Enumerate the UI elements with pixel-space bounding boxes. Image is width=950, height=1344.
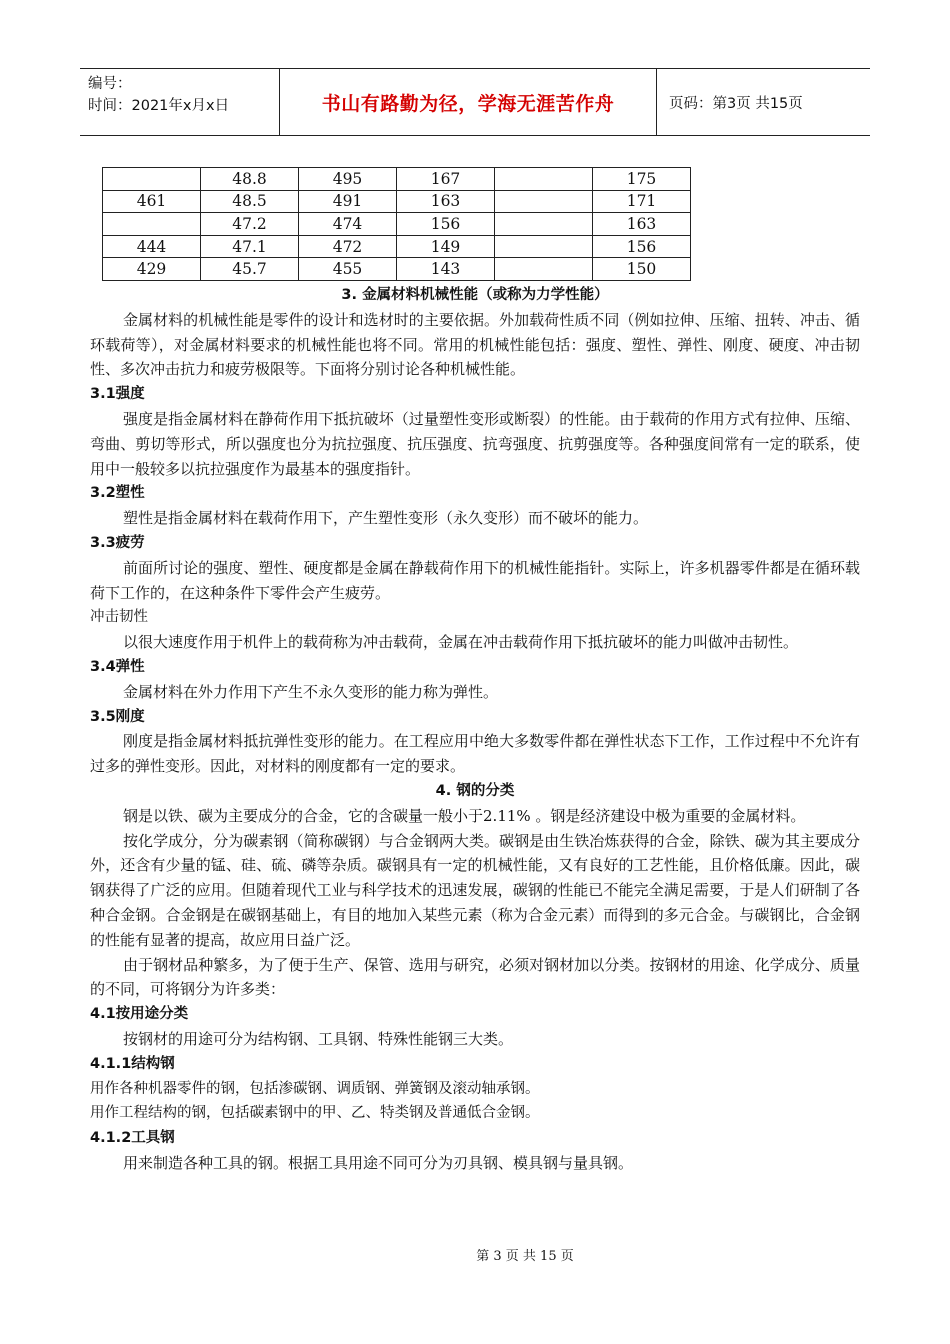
table-row (103, 190, 691, 213)
table-cell (103, 168, 201, 191)
document-body (90, 283, 860, 1176)
table-row (103, 213, 691, 236)
section-4-1-2-paragraph: 用来制造各种工具的钢。根据工具用途不同可分为刃具钢、模具钢与量具钢。 (123, 1153, 634, 1172)
table-cell: 163 (397, 190, 495, 213)
impact-toughness-heading: 冲击韧性 (90, 609, 148, 626)
table-cell: 163 (593, 213, 691, 236)
section-3-5-heading: 3.5刚度 (90, 708, 145, 725)
table-cell: 48.8 (201, 168, 299, 191)
table-row (103, 168, 691, 191)
table-cell: 150 (593, 258, 691, 281)
header-page-label: 页码：第3页 共15页 (669, 95, 803, 112)
section-3-1-paragraph: 强度是指金属材料在静荷作用下抵抗破坏（过量塑性变形或断裂）的性能。由于载荷的作用方式有拉伸、压缩、弯曲、剪切等形式，所以强度也分为抗拉强度、抗压强度、抗弯强度、抗剪强度等。各种强度间常有一定的联系，使用中一般较多以抗拉强度作为最基本的强度指针。 (90, 409, 860, 478)
section-3-heading: 3. 金属材料机械性能（或称为力学性能） (341, 287, 609, 303)
section-4-1-1-heading: 4.1.1结构钢 (90, 1055, 175, 1072)
doc-number-label: 编号： (88, 76, 132, 92)
page-header (80, 68, 870, 136)
section-3-2-paragraph: 塑性是指金属材料在载荷作用下，产生塑性变形（永久变形）而不破坏的能力。 (123, 509, 649, 528)
table-cell: 143 (397, 258, 495, 281)
header-info (80, 69, 280, 135)
table-cell: 47.1 (201, 235, 299, 258)
table-cell (495, 168, 593, 191)
table-cell: 149 (397, 235, 495, 258)
table-cell: 167 (397, 168, 495, 191)
section-4-paragraph-1: 钢是以铁、碳为主要成分的合金，它的含碳量一般小于2.11% 。钢是经济建设中极为重要的金属材料。 (123, 806, 806, 825)
table-cell: 491 (299, 190, 397, 213)
section-4-1-2-heading: 4.1.2工具钢 (90, 1130, 175, 1147)
section-4-1-heading: 4.1按用途分类 (90, 1006, 189, 1023)
table-cell (495, 190, 593, 213)
table-cell: 48.5 (201, 190, 299, 213)
page-footer: 第 3 页 共 15 页 (476, 1249, 574, 1264)
table-cell: 156 (593, 235, 691, 258)
section-3-2-heading: 3.2塑性 (90, 485, 145, 502)
table-cell: 156 (397, 213, 495, 236)
table-cell (103, 213, 201, 236)
section-4-1-1-line-1: 用作各种机器零件的钢，包括渗碳钢、调质钢、弹簧钢及滚动轴承钢。 (90, 1080, 540, 1097)
table-cell: 171 (593, 190, 691, 213)
section-4-1-1-line-2: 用作工程结构的钢，包括碳素钢中的甲、乙、特类钢及普通低合金钢。 (90, 1105, 540, 1122)
impact-toughness-paragraph: 以很大速度作用于机件上的载荷称为冲击载荷，金属在冲击载荷作用下抵抗破坏的能力叫做冲击韧性。 (123, 633, 799, 652)
section-3-paragraph: 金属材料的机械性能是零件的设计和选材时的主要依据。外加载荷性质不同（例如拉伸、压缩、扭转、冲击、循环载荷等），对金属材料要求的机械性能也将不同。常用的机械性能包括：强度、塑性、弹性、刚度、硬度、冲击韧性、多次冲击抗力和疲劳极限等。下面将分别讨论各种机械性能。 (90, 310, 860, 379)
table-cell: 444 (103, 235, 201, 258)
date-label: 时间：2021年x月x日 (88, 98, 230, 114)
table-cell: 175 (593, 168, 691, 191)
table-cell: 45.7 (201, 258, 299, 281)
table-cell (495, 213, 593, 236)
table-cell (495, 258, 593, 281)
table-cell: 429 (103, 258, 201, 281)
section-3-3-heading: 3.3疲劳 (90, 534, 145, 551)
table-row (103, 258, 691, 281)
table-cell: 455 (299, 258, 397, 281)
section-4-heading: 4. 钢的分类 (435, 782, 515, 799)
section-3-4-heading: 3.4弹性 (90, 658, 145, 675)
section-4-1-paragraph: 按钢材的用途可分为结构钢、工具钢、特殊性能钢三大类。 (123, 1029, 514, 1048)
table-cell: 474 (299, 213, 397, 236)
table-cell: 472 (299, 235, 397, 258)
table-cell: 461 (103, 190, 201, 213)
section-3-4-paragraph: 金属材料在外力作用下产生不永久变形的能力称为弹性。 (123, 682, 499, 701)
section-4-paragraph-3: 由于钢材品种繁多，为了便于生产、保管、选用与研究，必须对钢材加以分类。按钢材的用途、化学成分、质量的不同，可将钢分为许多类： (90, 955, 860, 999)
table-cell (495, 235, 593, 258)
section-3-1-heading: 3.1强度 (90, 386, 145, 403)
section-3-5-paragraph: 刚度是指金属材料抵抗弹性变形的能力。在工程应用中绝大多数零件都在弹性状态下工作，工作过程中不允许有过多的弹性变形。因此，对材料的刚度都有一定的要求。 (90, 732, 860, 776)
table-row (103, 235, 691, 258)
section-3-3-paragraph: 前面所讨论的强度、塑性、硬度都是金属在静载荷作用下的机械性能指针。实际上，许多机器零件都是在循环载荷下工作的，在这种条件下零件会产生疲劳。 (90, 558, 860, 602)
header-motto: 书山有路勤为径，学海无涯苦作舟 (280, 69, 657, 135)
table-cell: 47.2 (201, 213, 299, 236)
hardness-table (102, 167, 691, 281)
table-cell: 495 (299, 168, 397, 191)
section-4-paragraph-2: 按化学成分，分为碳素钢（简称碳钢）与合金钢两大类。碳钢是由生铁冶炼获得的合金，除铁、碳为其主要成分外，还含有少量的锰、硅、硫、磷等杂质。碳钢具有一定的机械性能，又有良好的工艺性能，且价格低廉。因此，碳钢获得了广泛的应用。但随着现代工业与科学技术的迅速发展，碳钢的性能已不能完全满足需要，于是人们研制了各种合金钢。合金钢是在碳钢基础上，有目的地加入某些元素（称为合金元素）而得到的多元合金。与碳钢比，合金钢的性能有显著的提高，故应用日益广泛。 (90, 831, 860, 949)
